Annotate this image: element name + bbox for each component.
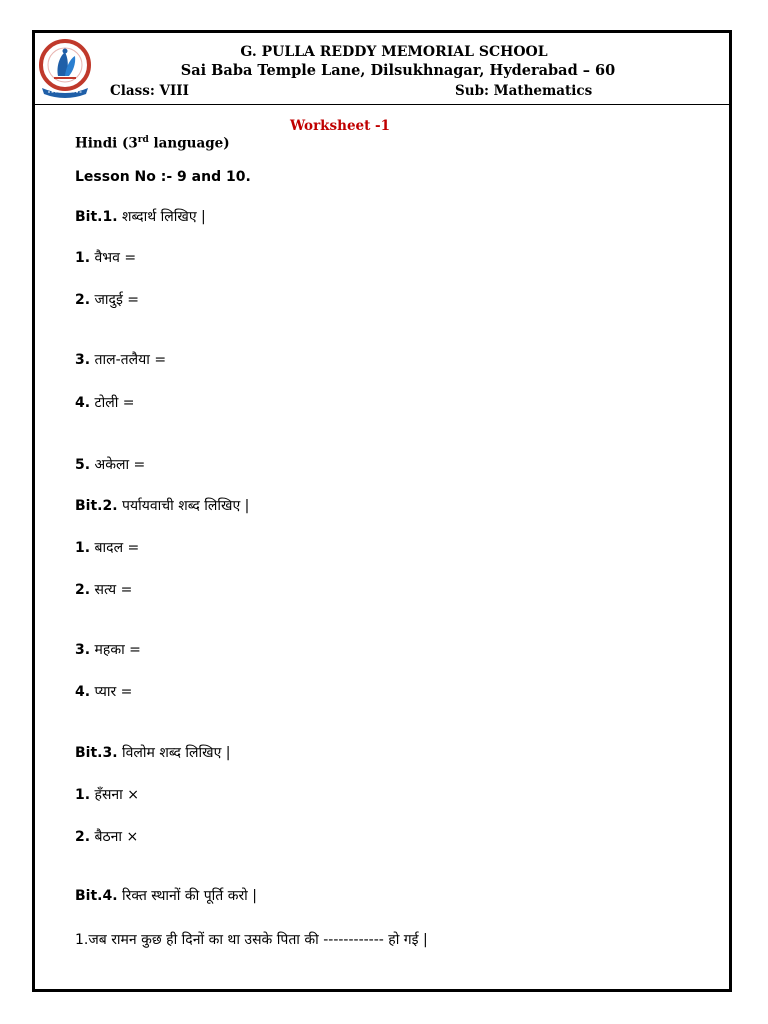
item-number: 3. xyxy=(75,352,91,368)
question-item xyxy=(75,393,135,412)
item-number: 1. xyxy=(75,540,91,556)
header-divider xyxy=(32,104,732,105)
school-address: Sai Baba Temple Lane, Dilsukhnagar, Hyderabad – 60 xyxy=(180,62,616,79)
class-label: Class: VIII xyxy=(110,83,189,99)
item-number: 1. xyxy=(75,250,91,266)
item-number: 1. xyxy=(75,787,91,803)
question-item xyxy=(75,455,145,474)
lesson-label: Lesson No :- 9 and 10. xyxy=(75,169,251,185)
subject-prefix: Hindi (3 xyxy=(75,135,138,152)
question-item xyxy=(75,785,139,804)
question-item xyxy=(75,827,138,846)
item-number: 4. xyxy=(75,395,91,411)
bit-label: Bit.1. xyxy=(75,209,118,225)
bit-label: Bit.2. xyxy=(75,498,118,514)
bit-label: Bit.4. xyxy=(75,888,118,904)
item-text: बादल = xyxy=(94,540,140,556)
bit-title: रिक्त स्थानों की पूर्ति करो | xyxy=(122,888,257,904)
question-item xyxy=(75,640,141,659)
question-item xyxy=(75,350,166,369)
lesson-line xyxy=(75,169,251,185)
item-text: महका = xyxy=(94,642,141,658)
subject-label: Sub: Mathematics xyxy=(455,83,593,99)
item-text: वैभव = xyxy=(94,250,137,266)
item-text: टोली = xyxy=(94,395,135,411)
item-text: बैठना × xyxy=(94,829,139,845)
item-number: 2. xyxy=(75,829,91,845)
bit-title: शब्दार्थ लिखिए | xyxy=(122,209,206,225)
school-name: G. PULLA REDDY MEMORIAL SCHOOL xyxy=(240,44,548,60)
bit-label: Bit.3. xyxy=(75,745,118,761)
bit-title: पर्यायवाची शब्द लिखिए | xyxy=(122,498,250,514)
bit-heading xyxy=(75,886,257,905)
subject-sup: rd xyxy=(137,135,149,145)
item-text: ताल-तलैया = xyxy=(94,352,167,368)
item-text: प्यार = xyxy=(94,684,133,700)
question-item xyxy=(75,930,428,949)
item-text: अकेला = xyxy=(94,457,146,473)
bit-heading xyxy=(75,743,231,762)
item-number: 3. xyxy=(75,642,91,658)
question-item xyxy=(75,538,139,557)
question-item xyxy=(75,682,132,701)
subject-suffix: language) xyxy=(148,135,230,152)
question-item xyxy=(75,248,136,267)
item-number: 2. xyxy=(75,582,91,598)
bit-title: विलोम शब्द लिखिए | xyxy=(122,745,231,761)
question-item xyxy=(75,580,132,599)
item-text: 1.जब रामन कुछ ही दिनों का था उसके पिता की ------------ हो गई | xyxy=(75,932,428,948)
bit-heading xyxy=(75,496,249,515)
bit-heading xyxy=(75,207,206,226)
worksheet-title: Worksheet -1 xyxy=(290,118,391,134)
subject-line xyxy=(75,135,230,152)
item-number: 5. xyxy=(75,457,91,473)
item-text: सत्य = xyxy=(94,582,133,598)
item-text: जादुई = xyxy=(94,292,140,308)
item-text: हँसना × xyxy=(94,787,139,803)
item-number: 2. xyxy=(75,292,91,308)
item-number: 4. xyxy=(75,684,91,700)
question-item xyxy=(75,290,139,309)
